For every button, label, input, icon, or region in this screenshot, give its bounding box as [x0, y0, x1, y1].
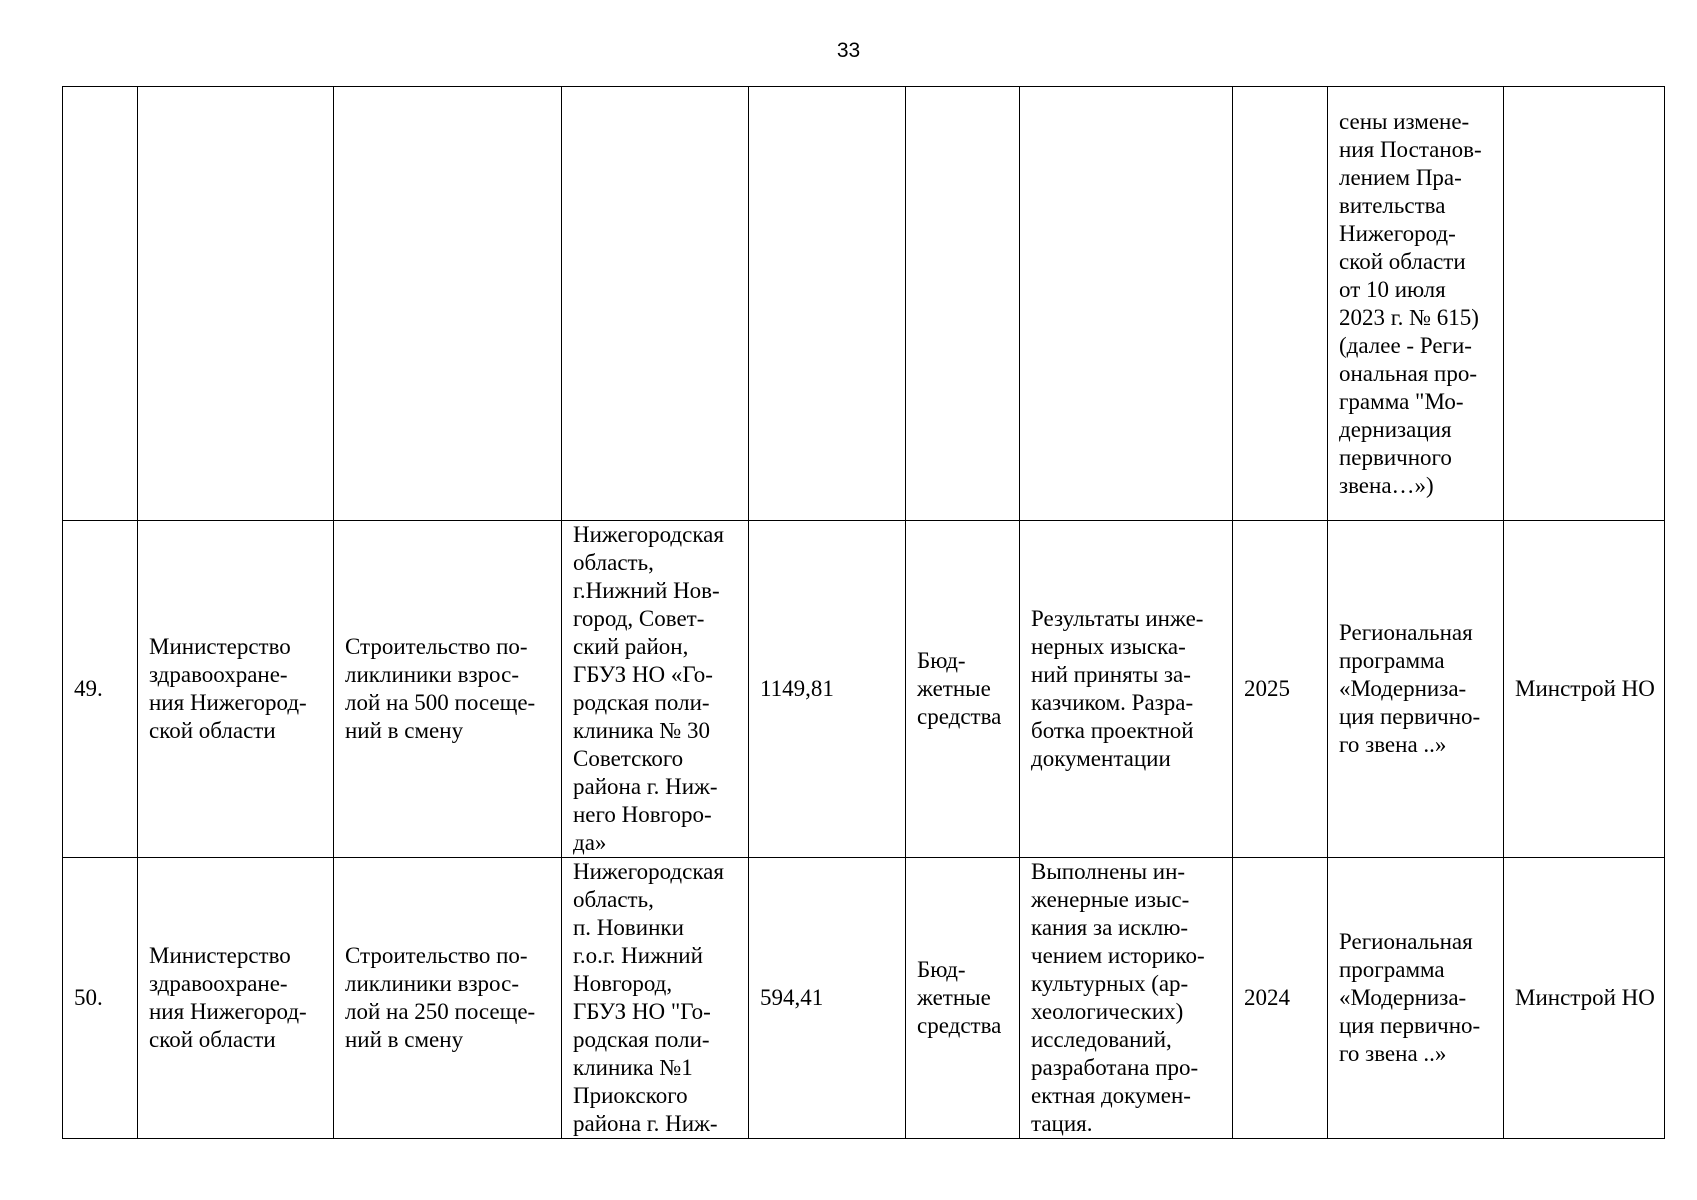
cell-number: 50. — [63, 858, 138, 1139]
cell-customer — [138, 87, 334, 521]
cell-year: 2025 — [1233, 521, 1328, 858]
cell-year — [1233, 87, 1328, 521]
table-row — [63, 858, 1665, 1139]
cell-address: Нижегородская область, п. Новинки г.о.г. Нижний Новгород, ГБУЗ НО "Го- родская поли- клиника №1 Приокского района г. Ниж- — [562, 858, 749, 1139]
table-row-continued — [63, 87, 1665, 521]
page-number: 33 — [836, 39, 861, 62]
cell-customer: Министерство здравоохране- ния Нижегород- ской области — [138, 521, 334, 858]
cell-number: 49. — [63, 521, 138, 858]
cell-program: сены измене- ния Постанов- лением Пра- вительства Нижегород- ской области от 10 июля 2023 г. № 615) (далее - Реги- ональная про- грамма "Мо- дернизация первичного звена…») — [1328, 87, 1504, 521]
cell-address: Нижегородская область, г.Нижний Нов- город, Совет- ский район, ГБУЗ НО «Го- родская поли- клиника № 30 Советского района г. Ниж- него Новгоро- да» — [562, 521, 749, 858]
cell-program: Региональная программа «Модерниза- ция первично- го звена ..» — [1328, 521, 1504, 858]
cell-status: Выполнены ин- женерные изыс- кания за исклю- чением историко- культурных (ар- хеологических) исследований, разработана про- ектная докумен- тация. — [1020, 858, 1233, 1139]
cell-object: Строительство по- ликлиники взрос- лой на 250 посеще- ний в смену — [334, 858, 562, 1139]
cell-customer: Министерство здравоохране- ния Нижегород- ской области — [138, 858, 334, 1139]
cell-funding: Бюд- жетные средства — [906, 858, 1020, 1139]
cell-object: Строительство по- ликлиники взрос- лой на 500 посеще- ний в смену — [334, 521, 562, 858]
cell-number — [63, 87, 138, 521]
cell-responsible: Минстрой НО — [1504, 521, 1665, 858]
cell-status — [1020, 87, 1233, 521]
cell-cost — [749, 87, 906, 521]
projects-table — [62, 86, 1665, 1139]
cell-cost: 594,41 — [749, 858, 906, 1139]
cell-object — [334, 87, 562, 521]
cell-responsible — [1504, 87, 1665, 521]
cell-year: 2024 — [1233, 858, 1328, 1139]
cell-program: Региональная программа «Модерниза- ция первично- го звена ..» — [1328, 858, 1504, 1139]
cell-funding — [906, 87, 1020, 521]
cell-funding: Бюд- жетные средства — [906, 521, 1020, 858]
cell-responsible: Минстрой НО — [1504, 858, 1665, 1139]
cell-cost: 1149,81 — [749, 521, 906, 858]
cell-status: Результаты инже- нерных изыска- ний приняты за- казчиком. Разра- ботка проектной документации — [1020, 521, 1233, 858]
cell-address — [562, 87, 749, 521]
table-row — [63, 521, 1665, 858]
